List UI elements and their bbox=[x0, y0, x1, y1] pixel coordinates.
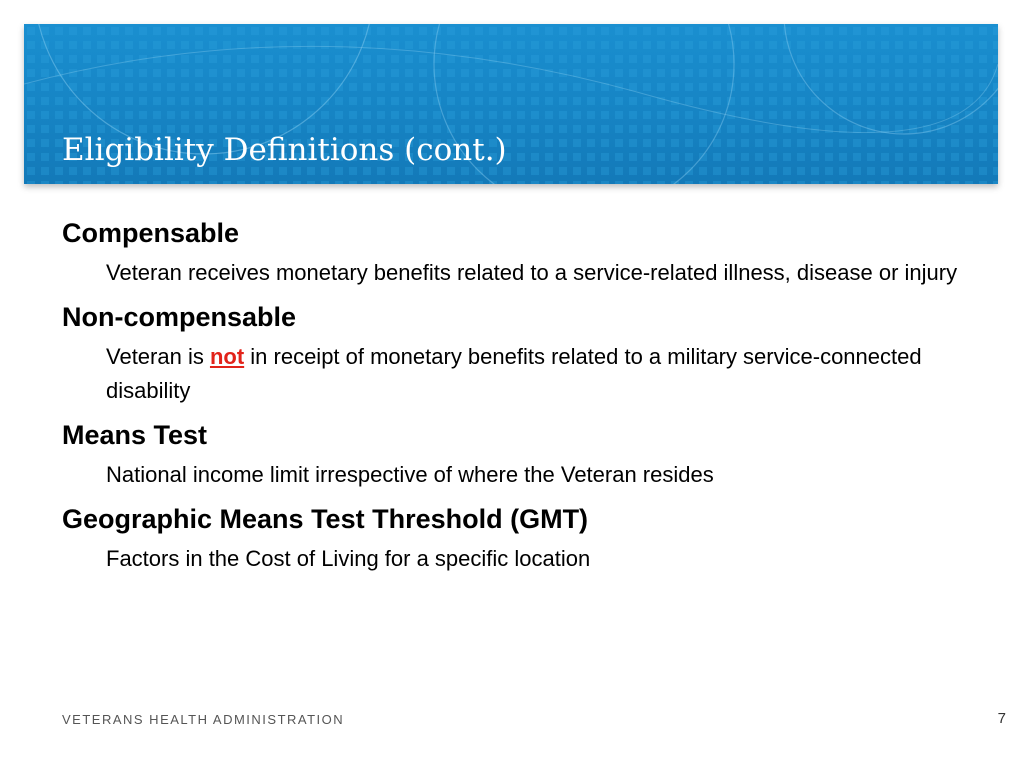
definition-term-compensable: Compensable bbox=[62, 218, 240, 248]
definition-term-non-compensable: Non-compensable bbox=[62, 302, 297, 332]
definition-text-non-compensable bbox=[106, 340, 966, 408]
definition-term-means-test: Means Test bbox=[62, 420, 208, 450]
definition-text-means-test: National income limit irrespective of where the Veteran resides bbox=[106, 462, 714, 487]
slide-title: Eligibility Definitions (cont.) bbox=[62, 132, 507, 168]
emphasis-not: not bbox=[209, 344, 245, 369]
page-number: 7 bbox=[997, 710, 1006, 727]
definition-text-non-compensable-end: in receipt of monetary benefits related to a military service-connected disability bbox=[106, 344, 922, 403]
definition-text-non-compensable-start: Veteran is bbox=[106, 344, 210, 369]
definitions-list bbox=[62, 214, 982, 584]
title-banner bbox=[24, 24, 998, 184]
definition-text-gmt: Factors in the Cost of Living for a specific location bbox=[106, 546, 591, 571]
definition-text-compensable: Veteran receives monetary benefits related to a service-related illness, disease or injury bbox=[106, 260, 958, 285]
definition-term-gmt: Geographic Means Test Threshold (GMT) bbox=[62, 504, 589, 534]
footer-organization: VETERANS HEALTH ADMINISTRATION bbox=[62, 712, 345, 727]
